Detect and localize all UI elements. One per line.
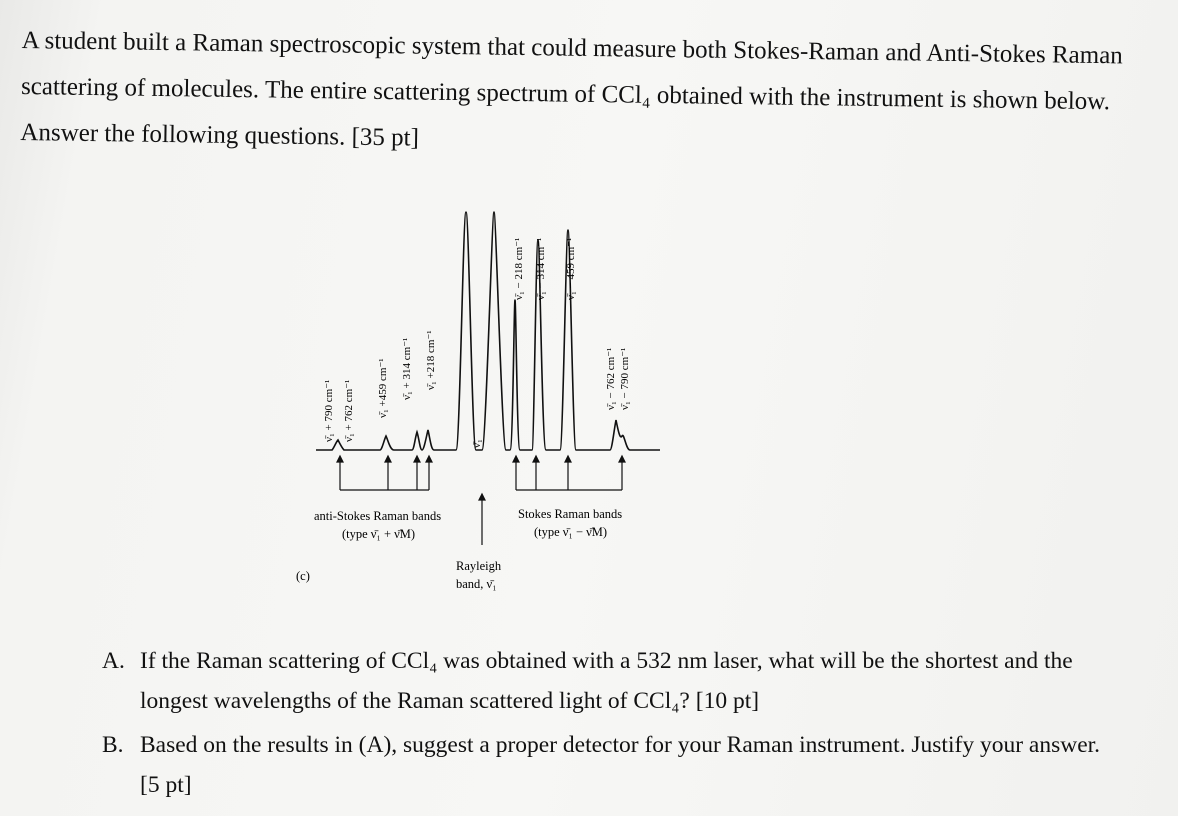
intro-line-2: scattering of molecules. The entire scattering spectrum of CCl₄ obtained with the instrument is shown below. xyxy=(20,72,1111,116)
stokes-type: (type ν̄₁ − ν̄M) xyxy=(534,525,608,539)
rayleigh-band: band, ν̄₁ xyxy=(456,577,497,591)
peak-label-s-218: ν̄₁ − 218 cm⁻¹ xyxy=(513,237,525,300)
peak-label-as-762: ν̄₁ + 762 cm⁻¹ xyxy=(343,379,355,442)
peak-label-s-790: ν̄₁ − 790 cm⁻¹ xyxy=(619,347,631,410)
anti-stokes-caption: anti-Stokes Raman bands xyxy=(314,509,442,523)
question-a-line-2: longest wavelengths of the Raman scattered light of CCl₄? [10 pt] xyxy=(140,688,760,714)
question-a-text: If the Raman scattering of CCl₄ was obtained with a 532 nm laser, what will be the shortest and the xyxy=(140,648,1073,674)
peak-label-s-459: ν̄₁ − 459 cm⁻¹ xyxy=(565,237,577,300)
question-b-line-1 xyxy=(102,732,1100,759)
peak-label-as-218: ν̄₁ +218 cm⁻¹ xyxy=(425,330,437,390)
peak-label-s-314: ν̄₁ − 314 cm⁻¹ xyxy=(535,237,547,300)
rayleigh-caption: Rayleigh xyxy=(456,559,502,573)
anti-stokes-type: (type ν̄₁ + ν̄M) xyxy=(342,527,416,541)
intro-line-3: Answer the following questions. [35 pt] xyxy=(20,118,420,152)
peak-label-s-762: ν̄₁ − 762 cm⁻¹ xyxy=(605,347,617,410)
peak-label-as-790: ν̄₁ + 790 cm⁻¹ xyxy=(323,379,335,442)
question-b-label: B. xyxy=(102,732,124,758)
question-b-text: Based on the results in (A), suggest a proper detector for your Raman instrument. Justify your answer. xyxy=(140,732,1101,758)
panel-label: (c) xyxy=(296,569,310,583)
intro-paragraph xyxy=(20,18,1152,172)
peak-label-as-459: ν̄₁ +459 cm⁻¹ xyxy=(377,358,389,418)
intro-line-1: A student built a Raman spectroscopic system that could measure both Stokes-Raman and Anti-Stokes Raman xyxy=(21,26,1123,70)
raman-spectrum-figure xyxy=(270,200,690,600)
spectrum-trace xyxy=(316,212,660,450)
peak-label-center: ν̄₁ xyxy=(471,439,483,448)
peak-label-as-314: ν̄₁ + 314 cm⁻¹ xyxy=(401,337,413,400)
stokes-caption: Stokes Raman bands xyxy=(518,507,623,521)
question-a-line-1 xyxy=(102,648,1073,675)
question-a-label: A. xyxy=(102,648,125,674)
question-b-line-2: [5 pt] xyxy=(140,772,192,798)
